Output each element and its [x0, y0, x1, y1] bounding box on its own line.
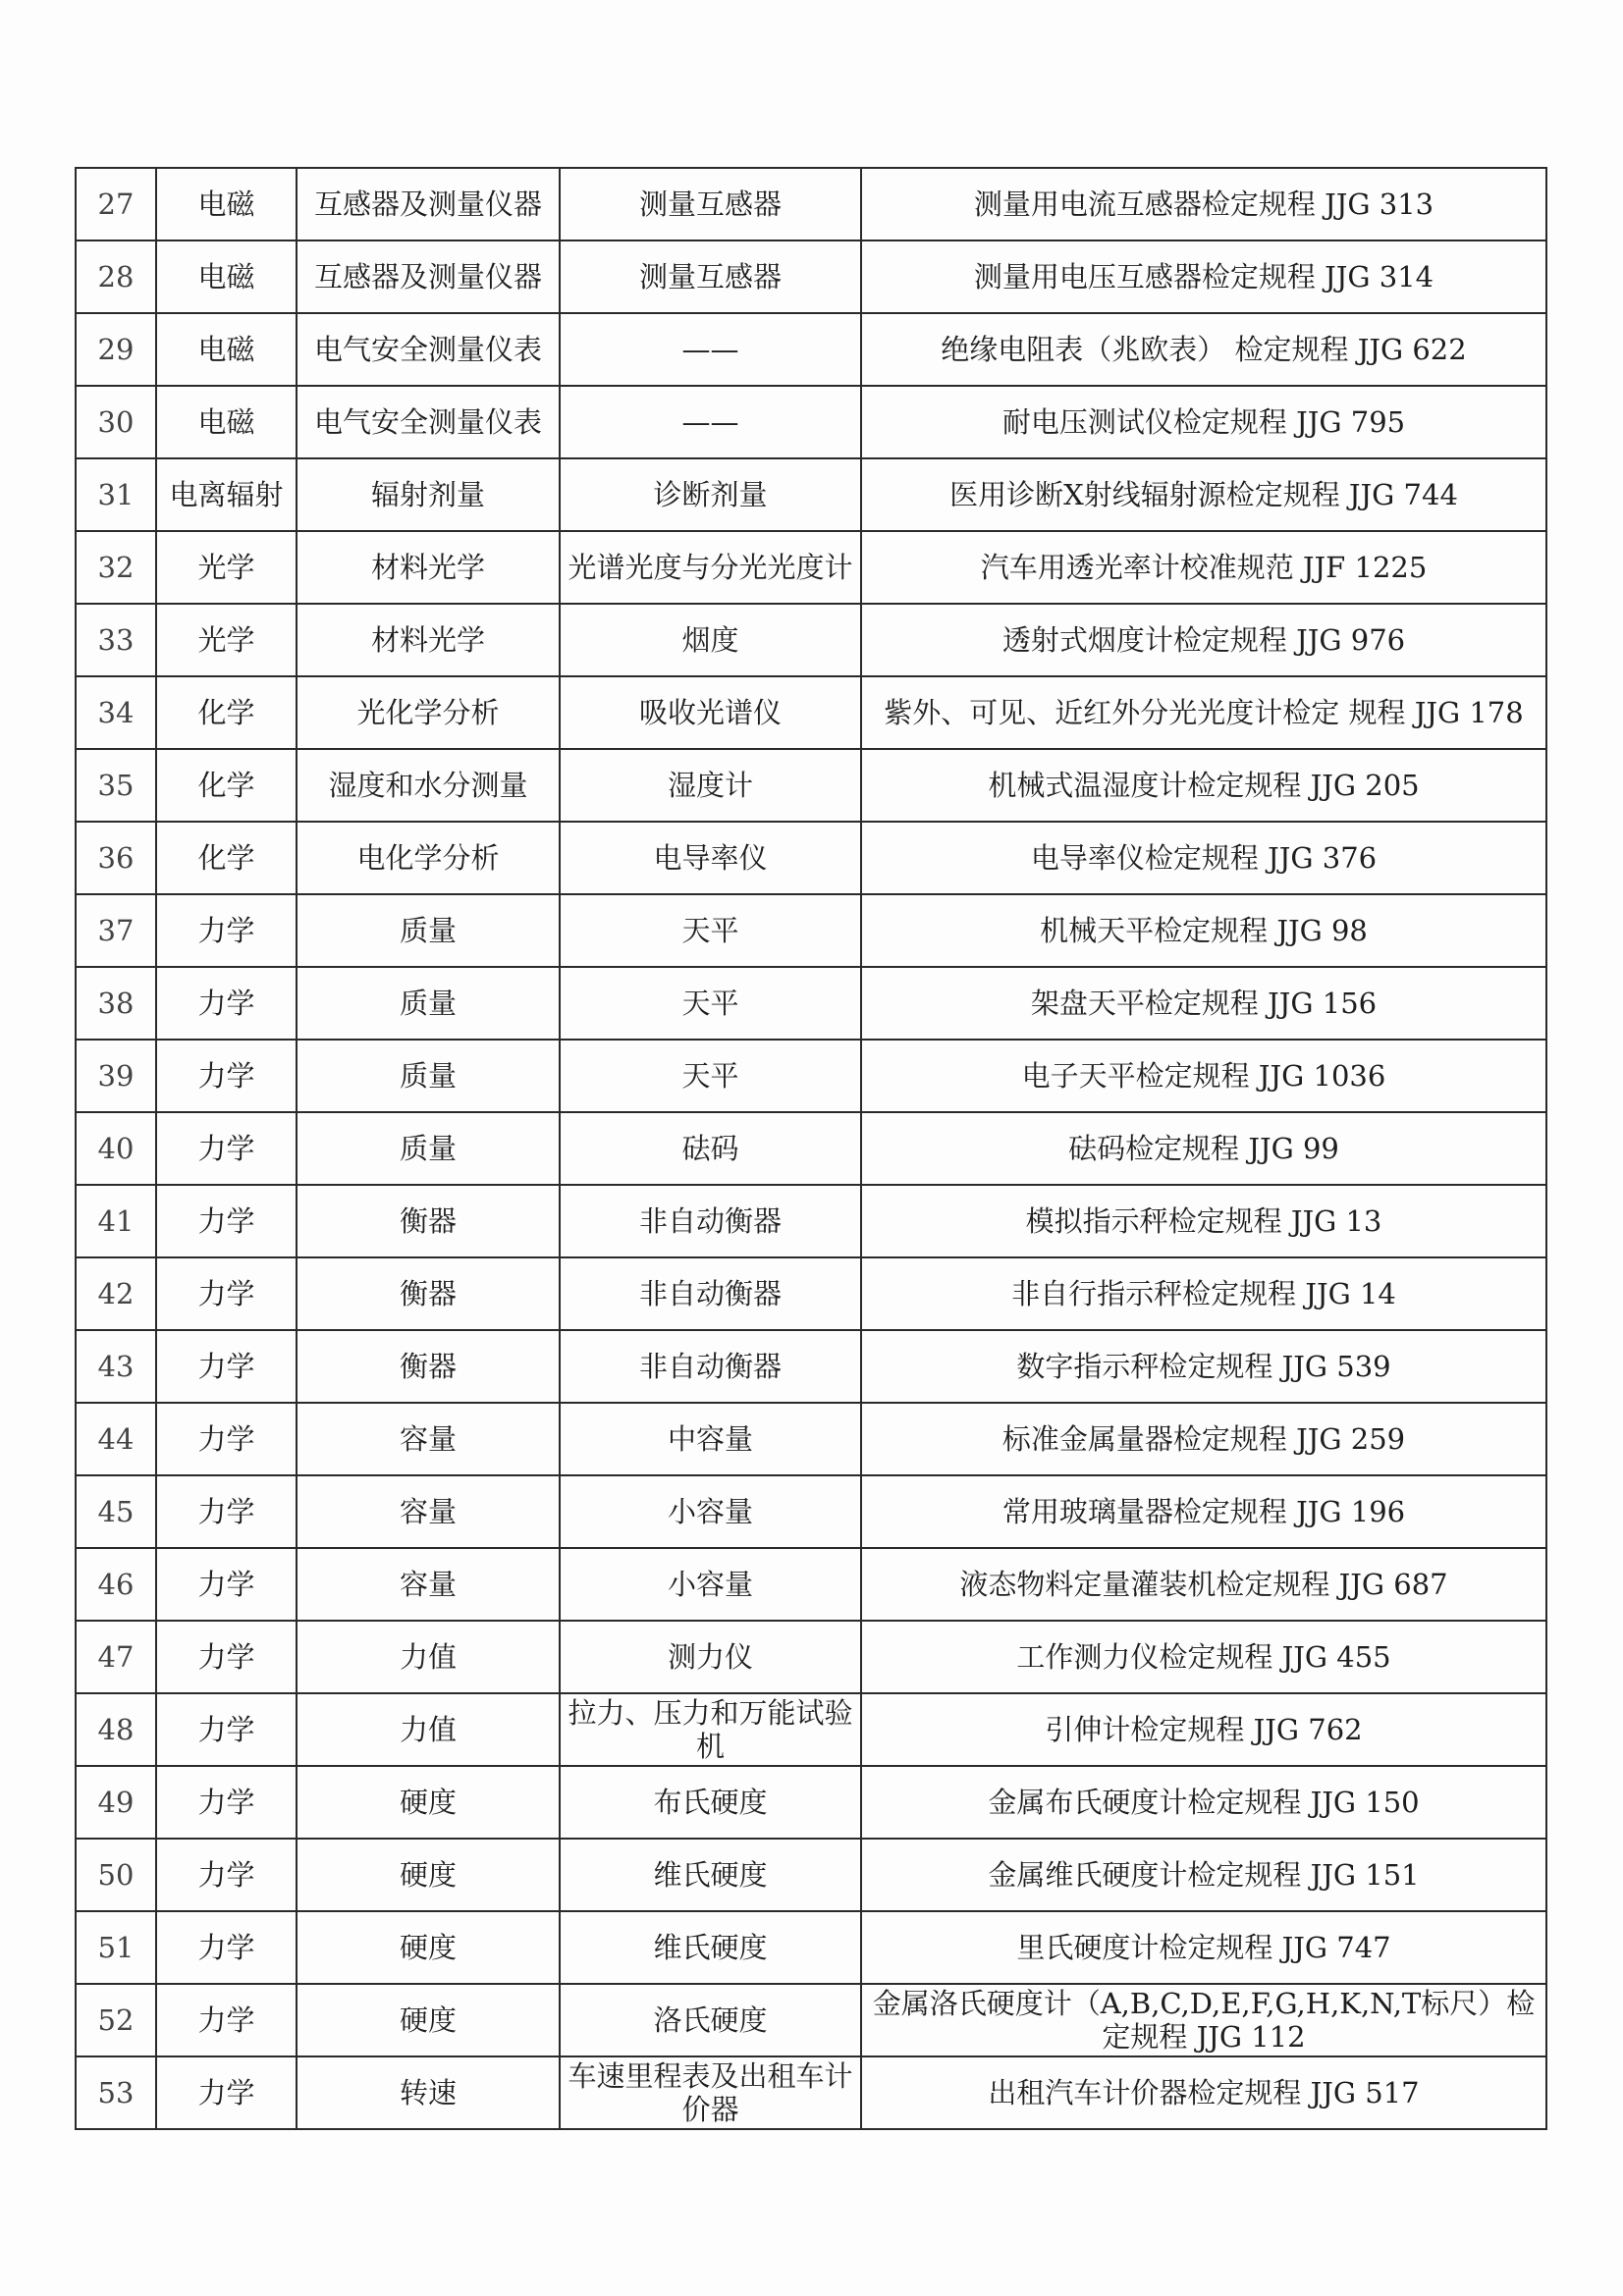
field-cell: 化学: [156, 822, 297, 894]
row-number-cell: 46: [76, 1548, 156, 1621]
category-cell: 衡器: [297, 1185, 560, 1257]
table-row: [76, 168, 1546, 240]
table-row: [76, 604, 1546, 676]
item-cell: 湿度计: [560, 749, 861, 822]
item-cell: 非自动衡器: [560, 1330, 861, 1403]
regulation-cell: 电导率仪检定规程 JJG 376: [861, 822, 1546, 894]
row-number-cell: 49: [76, 1766, 156, 1839]
row-number-cell: 27: [76, 168, 156, 240]
item-cell: 电导率仪: [560, 822, 861, 894]
regulation-cell: 金属洛氏硬度计（A,B,C,D,E,F,G,H,K,N,T标尺）检定规程 JJG 112: [861, 1984, 1546, 2056]
item-cell: 诊断剂量: [560, 458, 861, 531]
row-number-cell: 40: [76, 1112, 156, 1185]
category-cell: 质量: [297, 894, 560, 967]
category-cell: 材料光学: [297, 604, 560, 676]
row-number-cell: 30: [76, 386, 156, 458]
item-cell: 测量互感器: [560, 240, 861, 313]
category-cell: 硬度: [297, 1766, 560, 1839]
item-cell: 砝码: [560, 1112, 861, 1185]
regulation-cell: 耐电压测试仪检定规程 JJG 795: [861, 386, 1546, 458]
item-cell: 测量互感器: [560, 168, 861, 240]
table-row: [76, 313, 1546, 386]
item-cell: 天平: [560, 894, 861, 967]
row-number-cell: 33: [76, 604, 156, 676]
item-cell: 烟度: [560, 604, 861, 676]
category-cell: 衡器: [297, 1330, 560, 1403]
category-cell: 湿度和水分测量: [297, 749, 560, 822]
category-cell: 容量: [297, 1403, 560, 1475]
item-cell: 车速里程表及出租车计价器: [560, 2056, 861, 2129]
regulation-cell: 里氏硬度计检定规程 JJG 747: [861, 1911, 1546, 1984]
category-cell: 力值: [297, 1621, 560, 1693]
item-cell: 洛氏硬度: [560, 1984, 861, 2056]
regulation-table: [75, 167, 1547, 2130]
row-number-cell: 34: [76, 676, 156, 749]
row-number-cell: 35: [76, 749, 156, 822]
table-row: [76, 386, 1546, 458]
regulation-cell: 电子天平检定规程 JJG 1036: [861, 1040, 1546, 1112]
field-cell: 光学: [156, 604, 297, 676]
regulation-cell: 金属维氏硬度计检定规程 JJG 151: [861, 1839, 1546, 1911]
row-number-cell: 31: [76, 458, 156, 531]
category-cell: 质量: [297, 967, 560, 1040]
row-number-cell: 47: [76, 1621, 156, 1693]
field-cell: 力学: [156, 1257, 297, 1330]
table-row: [76, 1403, 1546, 1475]
row-number-cell: 37: [76, 894, 156, 967]
table-row: [76, 240, 1546, 313]
regulation-cell: 非自行指示秤检定规程 JJG 14: [861, 1257, 1546, 1330]
field-cell: 力学: [156, 1040, 297, 1112]
row-number-cell: 53: [76, 2056, 156, 2129]
row-number-cell: 48: [76, 1693, 156, 1766]
row-number-cell: 28: [76, 240, 156, 313]
table-row: [76, 967, 1546, 1040]
item-cell: 测力仪: [560, 1621, 861, 1693]
table-row: [76, 1548, 1546, 1621]
category-cell: 电气安全测量仪表: [297, 313, 560, 386]
row-number-cell: 52: [76, 1984, 156, 2056]
category-cell: 衡器: [297, 1257, 560, 1330]
category-cell: 硬度: [297, 1984, 560, 2056]
field-cell: 电磁: [156, 240, 297, 313]
table-row: [76, 749, 1546, 822]
category-cell: 光化学分析: [297, 676, 560, 749]
regulation-cell: 引伸计检定规程 JJG 762: [861, 1693, 1546, 1766]
regulation-cell: 测量用电流互感器检定规程 JJG 313: [861, 168, 1546, 240]
table-row: [76, 1185, 1546, 1257]
regulation-cell: 模拟指示秤检定规程 JJG 13: [861, 1185, 1546, 1257]
item-cell: 维氏硬度: [560, 1911, 861, 1984]
field-cell: 力学: [156, 1185, 297, 1257]
table-row: [76, 1330, 1546, 1403]
category-cell: 电化学分析: [297, 822, 560, 894]
row-number-cell: 32: [76, 531, 156, 604]
item-cell: ——: [560, 313, 861, 386]
category-cell: 转速: [297, 2056, 560, 2129]
field-cell: 力学: [156, 1403, 297, 1475]
table-row: [76, 1693, 1546, 1766]
row-number-cell: 36: [76, 822, 156, 894]
field-cell: 化学: [156, 676, 297, 749]
regulation-cell: 医用诊断X射线辐射源检定规程 JJG 744: [861, 458, 1546, 531]
category-cell: 材料光学: [297, 531, 560, 604]
regulation-cell: 砝码检定规程 JJG 99: [861, 1112, 1546, 1185]
regulation-cell: 汽车用透光率计校准规范 JJF 1225: [861, 531, 1546, 604]
category-cell: 容量: [297, 1475, 560, 1548]
category-cell: 互感器及测量仪器: [297, 168, 560, 240]
item-cell: 吸收光谱仪: [560, 676, 861, 749]
table-row: [76, 1984, 1546, 2056]
category-cell: 质量: [297, 1112, 560, 1185]
field-cell: 力学: [156, 1839, 297, 1911]
table-row: [76, 1839, 1546, 1911]
regulation-cell: 绝缘电阻表（兆欧表） 检定规程 JJG 622: [861, 313, 1546, 386]
regulation-table-body: [76, 168, 1546, 2129]
item-cell: 小容量: [560, 1475, 861, 1548]
row-number-cell: 51: [76, 1911, 156, 1984]
regulation-cell: 金属布氏硬度计检定规程 JJG 150: [861, 1766, 1546, 1839]
regulation-cell: 架盘天平检定规程 JJG 156: [861, 967, 1546, 1040]
row-number-cell: 42: [76, 1257, 156, 1330]
regulation-cell: 透射式烟度计检定规程 JJG 976: [861, 604, 1546, 676]
regulation-cell: 机械天平检定规程 JJG 98: [861, 894, 1546, 967]
row-number-cell: 38: [76, 967, 156, 1040]
field-cell: 电磁: [156, 386, 297, 458]
table-row: [76, 676, 1546, 749]
field-cell: 电磁: [156, 168, 297, 240]
item-cell: 非自动衡器: [560, 1185, 861, 1257]
field-cell: 力学: [156, 2056, 297, 2129]
regulation-cell: 紫外、可见、近红外分光光度计检定 规程 JJG 178: [861, 676, 1546, 749]
item-cell: 中容量: [560, 1403, 861, 1475]
item-cell: 天平: [560, 967, 861, 1040]
table-row: [76, 822, 1546, 894]
category-cell: 质量: [297, 1040, 560, 1112]
category-cell: 容量: [297, 1548, 560, 1621]
category-cell: 硬度: [297, 1911, 560, 1984]
table-row: [76, 458, 1546, 531]
row-number-cell: 41: [76, 1185, 156, 1257]
row-number-cell: 50: [76, 1839, 156, 1911]
table-row: [76, 1911, 1546, 1984]
item-cell: 维氏硬度: [560, 1839, 861, 1911]
table-row: [76, 1766, 1546, 1839]
row-number-cell: 29: [76, 313, 156, 386]
regulation-cell: 数字指示秤检定规程 JJG 539: [861, 1330, 1546, 1403]
category-cell: 力值: [297, 1693, 560, 1766]
field-cell: 电离辐射: [156, 458, 297, 531]
field-cell: 电磁: [156, 313, 297, 386]
field-cell: 化学: [156, 749, 297, 822]
field-cell: 力学: [156, 1911, 297, 1984]
table-row: [76, 1621, 1546, 1693]
field-cell: 力学: [156, 1693, 297, 1766]
regulation-cell: 出租汽车计价器检定规程 JJG 517: [861, 2056, 1546, 2129]
field-cell: 力学: [156, 1621, 297, 1693]
regulation-cell: 常用玻璃量器检定规程 JJG 196: [861, 1475, 1546, 1548]
item-cell: ——: [560, 386, 861, 458]
category-cell: 辐射剂量: [297, 458, 560, 531]
table-row: [76, 894, 1546, 967]
field-cell: 力学: [156, 1548, 297, 1621]
row-number-cell: 43: [76, 1330, 156, 1403]
row-number-cell: 45: [76, 1475, 156, 1548]
regulation-cell: 工作测力仪检定规程 JJG 455: [861, 1621, 1546, 1693]
table-row: [76, 531, 1546, 604]
item-cell: 天平: [560, 1040, 861, 1112]
regulation-cell: 机械式温湿度计检定规程 JJG 205: [861, 749, 1546, 822]
category-cell: 硬度: [297, 1839, 560, 1911]
table-row: [76, 1475, 1546, 1548]
regulation-cell: 测量用电压互感器检定规程 JJG 314: [861, 240, 1546, 313]
item-cell: 布氏硬度: [560, 1766, 861, 1839]
item-cell: 非自动衡器: [560, 1257, 861, 1330]
row-number-cell: 39: [76, 1040, 156, 1112]
field-cell: 力学: [156, 1475, 297, 1548]
table-row: [76, 1040, 1546, 1112]
regulation-cell: 标准金属量器检定规程 JJG 259: [861, 1403, 1546, 1475]
field-cell: 力学: [156, 1112, 297, 1185]
item-cell: 拉力、压力和万能试验机: [560, 1693, 861, 1766]
regulation-cell: 液态物料定量灌装机检定规程 JJG 687: [861, 1548, 1546, 1621]
field-cell: 力学: [156, 1984, 297, 2056]
field-cell: 力学: [156, 1330, 297, 1403]
field-cell: 力学: [156, 1766, 297, 1839]
field-cell: 力学: [156, 967, 297, 1040]
item-cell: 小容量: [560, 1548, 861, 1621]
row-number-cell: 44: [76, 1403, 156, 1475]
table-row: [76, 1257, 1546, 1330]
field-cell: 力学: [156, 894, 297, 967]
field-cell: 光学: [156, 531, 297, 604]
category-cell: 互感器及测量仪器: [297, 240, 560, 313]
table-row: [76, 1112, 1546, 1185]
table-row: [76, 2056, 1546, 2129]
category-cell: 电气安全测量仪表: [297, 386, 560, 458]
item-cell: 光谱光度与分光光度计: [560, 531, 861, 604]
